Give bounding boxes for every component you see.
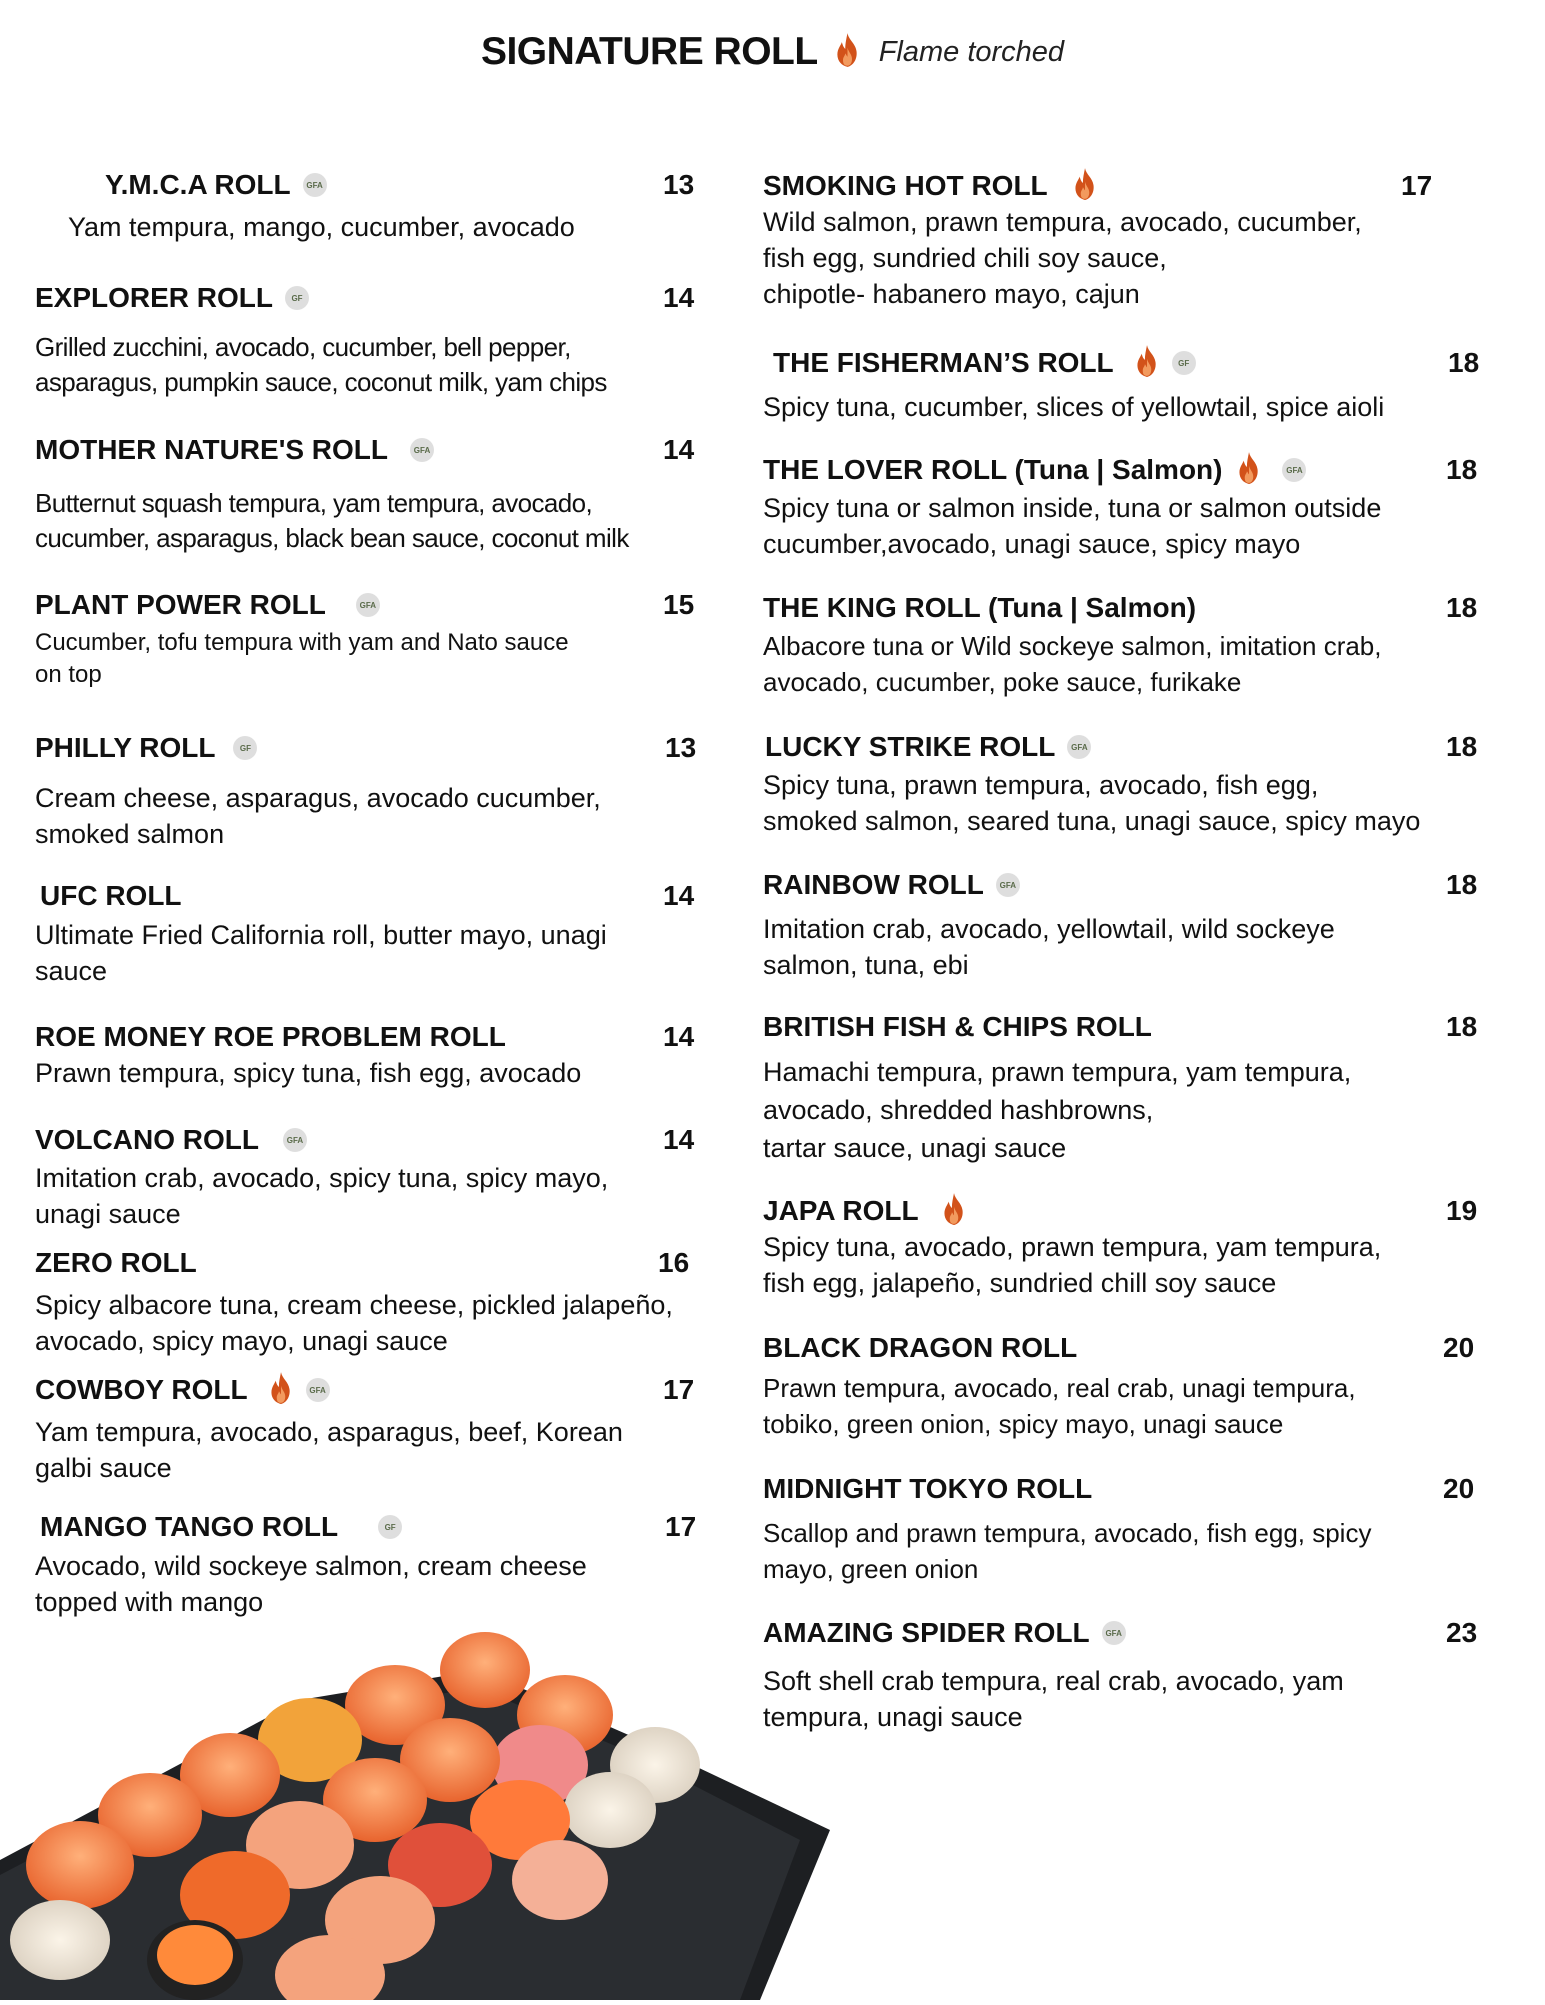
- menu-item-black-dragon-roll: [763, 1330, 1513, 1442]
- gluten-free-icon: GF: [285, 286, 309, 310]
- item-price: 14: [663, 1021, 695, 1052]
- menu-item-ufc-desc: [35, 917, 695, 989]
- menu-item-zero-roll: [35, 1245, 735, 1359]
- item-name: ROE MONEY ROE PROBLEM ROLL: [35, 1021, 506, 1052]
- menu-item-amazing-spider-roll: [763, 1615, 1513, 1735]
- menu-item-british-fish-chips-roll: [763, 1009, 1513, 1167]
- item-name: VOLCANO ROLL: [35, 1124, 259, 1155]
- item-price: 18: [1446, 869, 1478, 900]
- item-description: Spicy tuna, cucumber, slices of yellowtail, spice aioli: [763, 392, 1385, 422]
- gluten-free-icon: GF: [378, 1515, 402, 1539]
- menu-item-plant-power-roll: [35, 587, 695, 691]
- item-name: LUCKY STRIKE ROLL: [765, 731, 1056, 762]
- item-price: 20: [1443, 1473, 1475, 1504]
- flame-legend: Flame torched: [878, 35, 1065, 68]
- item-name: AMAZING SPIDER ROLL: [763, 1617, 1090, 1648]
- gluten-free-available-icon: GFA: [410, 438, 434, 462]
- item-name: BRITISH FISH & CHIPS ROLL: [763, 1011, 1152, 1042]
- item-price: 20: [1443, 1332, 1475, 1363]
- menu-item-ymca-desc: [68, 209, 708, 245]
- menu-item-fishermans-roll: [763, 345, 1513, 425]
- item-description: Cream cheese, asparagus, avocado cucumber, smoked salmon: [35, 783, 601, 849]
- menu-header: [0, 30, 1545, 74]
- menu-item-smoking-hot-roll: [763, 168, 1513, 312]
- item-name: MIDNIGHT TOKYO ROLL: [763, 1473, 1093, 1504]
- item-price: 13: [663, 169, 695, 200]
- item-description: Cucumber, tofu tempura with yam and Nato sauce on top: [35, 629, 569, 688]
- gluten-free-icon: GF: [1172, 351, 1196, 375]
- gluten-free-available-icon: GFA: [306, 1378, 330, 1402]
- item-description: Imitation crab, avocado, yellowtail, wild sockeye salmon, tuna, ebi: [763, 914, 1335, 980]
- menu-item-king-roll: [763, 590, 1513, 700]
- gluten-free-available-icon: GFA: [1282, 458, 1306, 482]
- item-description: Imitation crab, avocado, spicy tuna, spicy mayo, unagi sauce: [35, 1163, 609, 1229]
- item-name: JAPA ROLL: [763, 1195, 919, 1226]
- item-description: Spicy tuna or salmon inside, tuna or salmon outside cucumber,avocado, unagi sauce, spicy mayo: [763, 493, 1382, 559]
- page-title: SIGNATURE ROLL: [480, 30, 818, 73]
- item-price: 18: [1446, 731, 1478, 762]
- item-price: 23: [1446, 1617, 1478, 1648]
- item-price: 19: [1446, 1195, 1478, 1226]
- gluten-free-available-icon: GFA: [1067, 735, 1091, 759]
- item-price: 17: [663, 1374, 695, 1405]
- item-description: Spicy tuna, prawn tempura, avocado, fish egg, smoked salmon, seared tuna, unagi sauce, spicy mayo: [763, 770, 1421, 836]
- menu-item-ymca-roll: [105, 167, 705, 203]
- item-price: 14: [663, 1124, 695, 1155]
- item-name: Y.M.C.A ROLL: [105, 169, 291, 200]
- item-name: SMOKING HOT ROLL: [763, 170, 1048, 201]
- item-name: THE LOVER ROLL (Tuna | Salmon): [763, 454, 1223, 485]
- item-price: 14: [663, 434, 695, 465]
- gluten-free-available-icon: GFA: [996, 873, 1020, 897]
- gluten-free-available-icon: GFA: [356, 593, 380, 617]
- item-price: 14: [663, 880, 695, 911]
- flame-icon: [1134, 344, 1160, 383]
- item-description: Ultimate Fried California roll, butter mayo, unagi sauce: [35, 920, 607, 986]
- menu-item-cowboy-roll: [35, 1372, 695, 1486]
- menu-item-lucky-strike-roll: [765, 729, 1515, 839]
- item-price: 16: [658, 1247, 690, 1278]
- item-name: UFC ROLL: [40, 880, 182, 911]
- item-name: MANGO TANGO ROLL: [40, 1511, 339, 1542]
- menu-item-japa-roll: [763, 1193, 1513, 1301]
- flame-icon: [268, 1371, 294, 1410]
- item-price: 18: [1448, 347, 1480, 378]
- item-description: Wild salmon, prawn tempura, avocado, cucumber, fish egg, sundried chili soy sauce, chipotle- habanero mayo, cajun: [763, 207, 1362, 309]
- flame-icon: [1072, 167, 1098, 206]
- menu-item-volcano-roll: [35, 1122, 695, 1232]
- item-price: 18: [1446, 592, 1478, 623]
- menu-item-midnight-tokyo-roll: [763, 1471, 1513, 1587]
- item-price: 14: [663, 282, 695, 313]
- item-description: Butternut squash tempura, yam tempura, avocado, cucumber, asparagus, black bean sauce, coconut milk: [35, 488, 629, 553]
- gluten-free-available-icon: GFA: [1102, 1621, 1126, 1645]
- item-price: 13: [665, 732, 697, 763]
- menu-item-ufc-roll: [40, 878, 695, 914]
- item-description: Grilled zucchini, avocado, cucumber, bell pepper, asparagus, pumpkin sauce, coconut milk, yam chips: [35, 332, 607, 397]
- menu-item-rainbow-roll: [763, 867, 1513, 983]
- item-name: MOTHER NATURE'S ROLL: [35, 434, 389, 465]
- item-description: Avocado, wild sockeye salmon, cream cheese topped with mango: [35, 1551, 587, 1617]
- flame-icon: [834, 32, 861, 73]
- menu-item-philly-roll: [35, 730, 695, 852]
- item-name: THE FISHERMAN’S ROLL: [773, 347, 1114, 378]
- gluten-free-icon: GF: [233, 736, 257, 760]
- item-price: 18: [1446, 454, 1478, 485]
- item-description: Yam tempura, mango, cucumber, avocado: [68, 212, 575, 242]
- item-description: Hamachi tempura, prawn tempura, yam tempura, avocado, shredded hashbrowns, tartar sauce, unagi sauce: [763, 1057, 1352, 1163]
- item-price: 15: [663, 589, 695, 620]
- item-description: Yam tempura, avocado, asparagus, beef, Korean galbi sauce: [35, 1417, 623, 1483]
- item-name: ZERO ROLL: [35, 1247, 197, 1278]
- item-price: 17: [665, 1511, 697, 1542]
- item-name: EXPLORER ROLL: [35, 282, 274, 313]
- item-name: RAINBOW ROLL: [763, 869, 984, 900]
- menu-item-roe-money-roll: [35, 1019, 695, 1091]
- item-description: Spicy tuna, avocado, prawn tempura, yam tempura, fish egg, jalapeño, sundried chill soy sauce: [763, 1232, 1382, 1298]
- item-description: Prawn tempura, spicy tuna, fish egg, avocado: [35, 1058, 582, 1088]
- item-name: PLANT POWER ROLL: [35, 589, 326, 620]
- item-description: Prawn tempura, avocado, real crab, unagi tempura, tobiko, green onion, spicy mayo, unagi sauce: [763, 1373, 1356, 1439]
- item-name: THE KING ROLL (Tuna | Salmon): [763, 592, 1197, 623]
- item-description: Scallop and prawn tempura, avocado, fish egg, spicy mayo, green onion: [763, 1518, 1372, 1584]
- flame-icon: [1236, 451, 1262, 490]
- gluten-free-available-icon: GFA: [303, 173, 327, 197]
- item-price: 18: [1446, 1011, 1478, 1042]
- item-name: BLACK DRAGON ROLL: [763, 1332, 1078, 1363]
- menu-item-mango-tango-roll: [40, 1509, 695, 1545]
- item-description: Spicy albacore tuna, cream cheese, pickled jalapeño, avocado, spicy mayo, unagi sauce: [35, 1290, 673, 1356]
- item-name: PHILLY ROLL: [35, 732, 216, 763]
- item-description: Albacore tuna or Wild sockeye salmon, imitation crab, avocado, cucumber, poke sauce, furikake: [763, 631, 1382, 697]
- sushi-platter-image: [0, 1610, 830, 2000]
- item-price: 17: [1401, 170, 1433, 201]
- gluten-free-available-icon: GFA: [283, 1128, 307, 1152]
- menu-item-lover-roll: [763, 452, 1513, 562]
- menu-item-mother-natures-roll: [35, 432, 695, 556]
- item-name: COWBOY ROLL: [35, 1374, 248, 1405]
- flame-icon: [941, 1192, 967, 1231]
- menu-item-explorer-roll: [35, 280, 695, 400]
- item-description: Soft shell crab tempura, real crab, avocado, yam tempura, unagi sauce: [763, 1666, 1344, 1732]
